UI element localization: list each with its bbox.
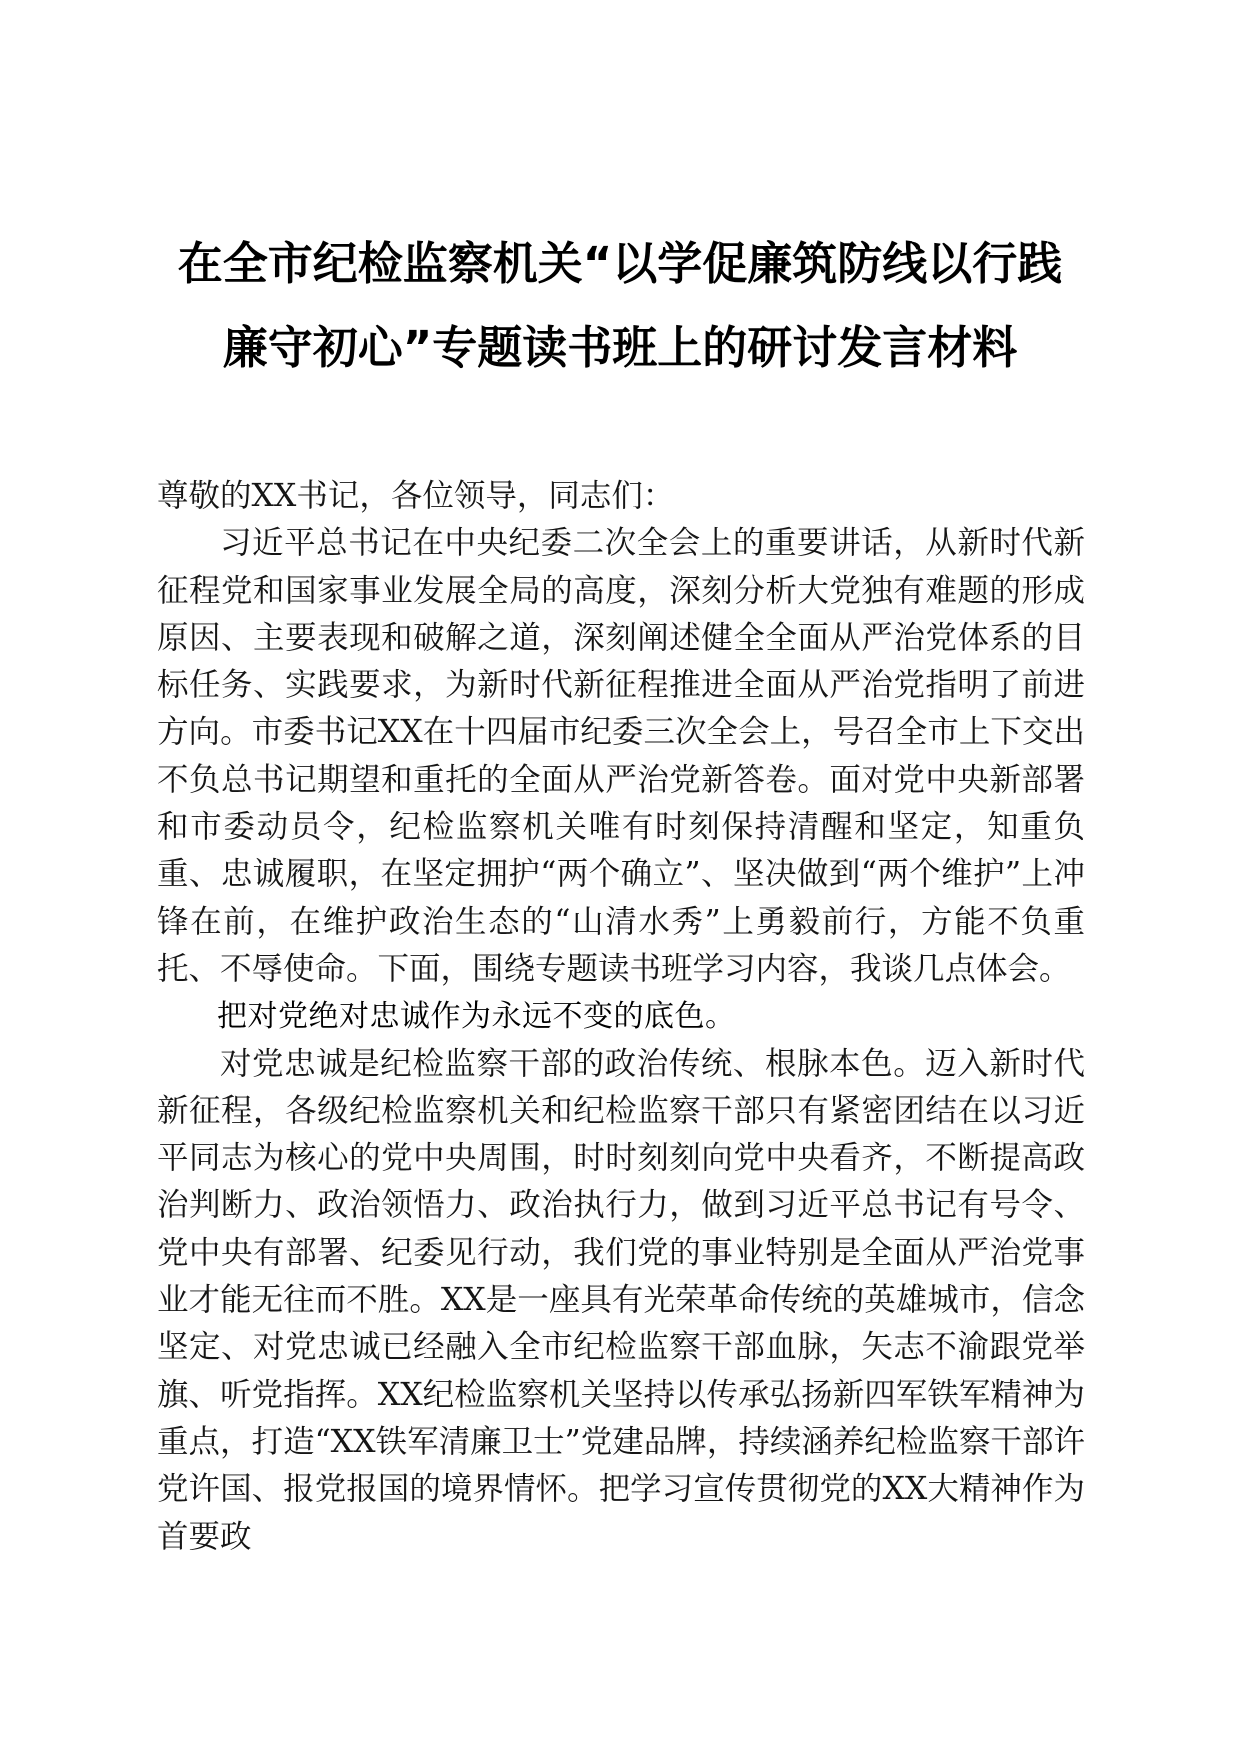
title-line-1: 在全市纪检监察机关“以学促廉筑防线以行践 <box>177 237 1063 290</box>
document-title <box>140 222 1100 390</box>
paragraph-intro: 习近平总书记在中央纪委二次全会上的重要讲话，从新时代新征程党和国家事业发展全局的高度，深刻分析大党独有难题的形成原因、主要表现和破解之道，深刻阐述健全全面从严治党体系的目标任务、实践要求，为新时代新征程推进全面从严治党指明了前进方向。市委书记XX在十四届市纪委三次全会上，号召全市上下交出不负总书记期望和重托的全面从严治党新答卷。面对党中央新部署和市委动员令，纪检监察机关唯有时刻保持清醒和坚定，知重负重、忠诚履职，在坚定拥护“两个确立”、坚决做到“两个维护”上冲锋在前，在维护政治生态的“山清水秀”上勇毅前行，方能不负重托、不辱使命。下面，围绕专题读书班学习内容，我谈几点体会。 <box>157 525 1085 987</box>
salutation: 尊敬的XX书记，各位领导，同志们： <box>157 478 675 514</box>
section-heading: 把对党绝对忠诚作为永远不变的底色。 <box>217 999 736 1035</box>
title-line-2: 廉守初心”专题读书班上的研讨发言材料 <box>222 321 1018 374</box>
document-body <box>157 473 1085 1561</box>
paragraph-loyalty: 对党忠诚是纪检监察干部的政治传统、根脉本色。迈入新时代新征程，各级纪检监察机关和纪检监察干部只有紧密团结在以习近平同志为核心的党中央周围，时时刻刻向党中央看齐，不断提高政治判断力、政治领悟力、政治执行力，做到习近平总书记有号令、党中央有部署、纪委见行动，我们党的事业特别是全面从严治党事业才能无往而不胜。XX是一座具有光荣革命传统的英雄城市，信念坚定、对党忠诚已经融入全市纪检监察干部血脉，矢志不渝跟党举旗、听党指挥。XX纪检监察机关坚持以传承弘扬新四军铁军精神为重点，打造“XX铁军清廉卫士”党建品牌，持续涵养纪检监察干部许党许国、报党报国的境界情怀。把学习宣传贯彻党的XX大精神作为首要政 <box>157 1045 1085 1555</box>
